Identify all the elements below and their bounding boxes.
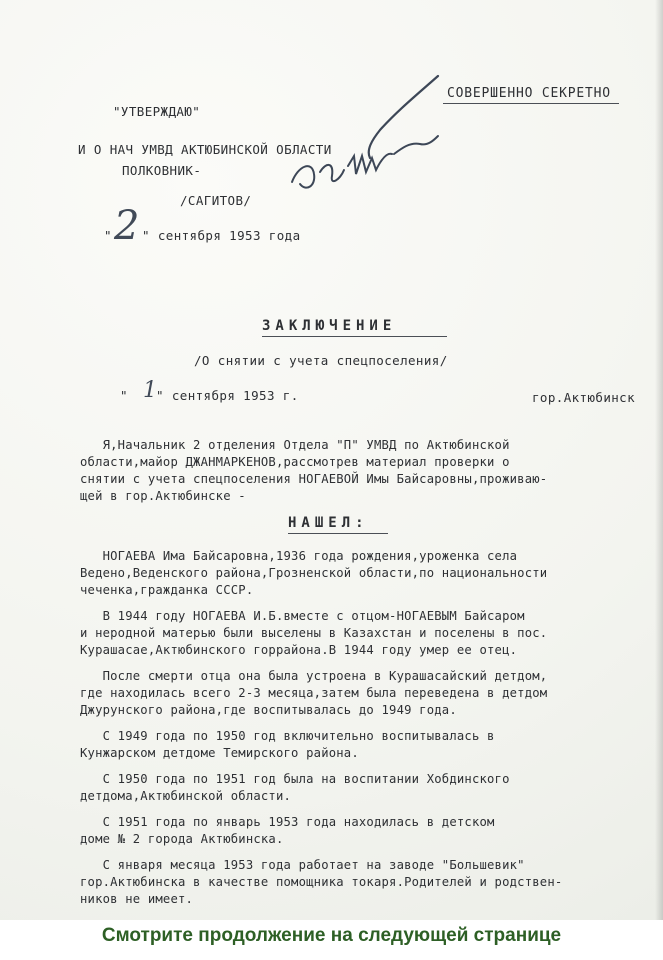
paragraph-line: Курашасае,Актюбинского горрайона.В 1944 году умер ее отец. [80,643,518,657]
continuation-note: Смотрите продолжение на следующей странице [101,925,562,946]
place-of-issue: гор.Актюбинск [532,390,636,405]
approval-date-prefix: " [104,228,112,243]
intro-line: Я,Начальник 2 отделения Отдела "П" УМВД по Актюбинской [80,438,510,452]
paragraph-line: Кунжарском детдоме Темирского района. [80,746,359,760]
paragraph-line: С 1949 года по 1950 год включительно воспитывалась в [80,729,495,743]
document-heading: ЗАКЛЮЧЕНИЕ [262,318,397,334]
intro-line: области,майор ДЖАНМАРКЕНОВ,рассмотрев материал проверки о [80,455,510,469]
paragraph-line: С января месяца 1953 года работает на заводе "Большевик" [80,858,525,872]
paragraph-line: В 1944 году НОГАЕВА И.Б.вместе с отцом-НОГАЕВЫМ Байсаром [80,609,525,623]
approval-position: И О НАЧ УМВД АКТЮБИНСКОЙ ОБЛАСТИ [78,142,332,157]
paragraph-line: ников не имеет. [80,892,194,906]
found-heading-underline [288,533,388,534]
found-heading: НАШЕЛ: [288,515,369,531]
paragraph-line: детдома,Актюбинской области. [80,789,292,803]
document-subheading: /О снятии с учета спецпоселения/ [194,353,448,368]
paragraph-line: С 1951 года по январь 1953 года находилась в детском [80,815,495,829]
date-rest: " сентября 1953 г. [156,388,299,403]
intro-line: снятии с учета спецпоселения НОГАЕВОЙ Имы Байсаровны,проживаю- [80,472,548,486]
approval-date-rest: " сентября 1953 года [142,228,301,243]
approval-date-day: 2 [114,203,140,249]
paragraph-line: Ведено,Веденского района,Грозненской области,по национальности [80,566,548,580]
paragraph-line: где находилась всего 2-3 месяца,затем была переведена в детдом [80,686,548,700]
approval-name: /САГИТОВ/ [180,193,252,208]
paragraph-line: чеченка,гражданка СССР. [80,583,254,597]
date-day: 1 [143,378,157,403]
classification-underline [443,103,619,104]
signature-drawing [270,70,460,210]
approval-rank: ПОЛКОВНИК- [122,163,202,178]
approval-title: "УТВЕРЖДАЮ" [113,104,201,119]
paragraph-line: С 1950 года по 1951 год была на воспитании Хобдинского [80,772,510,786]
paragraph-line: Джурунского района,где воспитывалась до 1949 года. [80,703,457,717]
signature-text [292,166,297,167]
date-prefix: " [120,388,128,403]
intro-line: щей в гор.Актюбинске - [80,489,246,503]
classification-label: СОВЕРШЕННО СЕКРЕТНО [447,86,611,101]
heading-underline [262,336,447,337]
paragraph-line: доме № 2 города Актюбинска. [80,832,284,846]
paragraph-line: НОГАЕВА Има Байсаровна,1936 года рождения,уроженка села [80,549,518,563]
paragraph-line: гор.Актюбинска в качестве помощника токаря.Родителей и родствен- [80,875,563,889]
paragraph-line: и неродной матерью были выселены в Казахстан и поселены в пос. [80,626,548,640]
page-edge-shadow [655,0,663,920]
paragraph-line: После смерти отца она была устроена в Курашасайский детдом, [80,669,548,683]
